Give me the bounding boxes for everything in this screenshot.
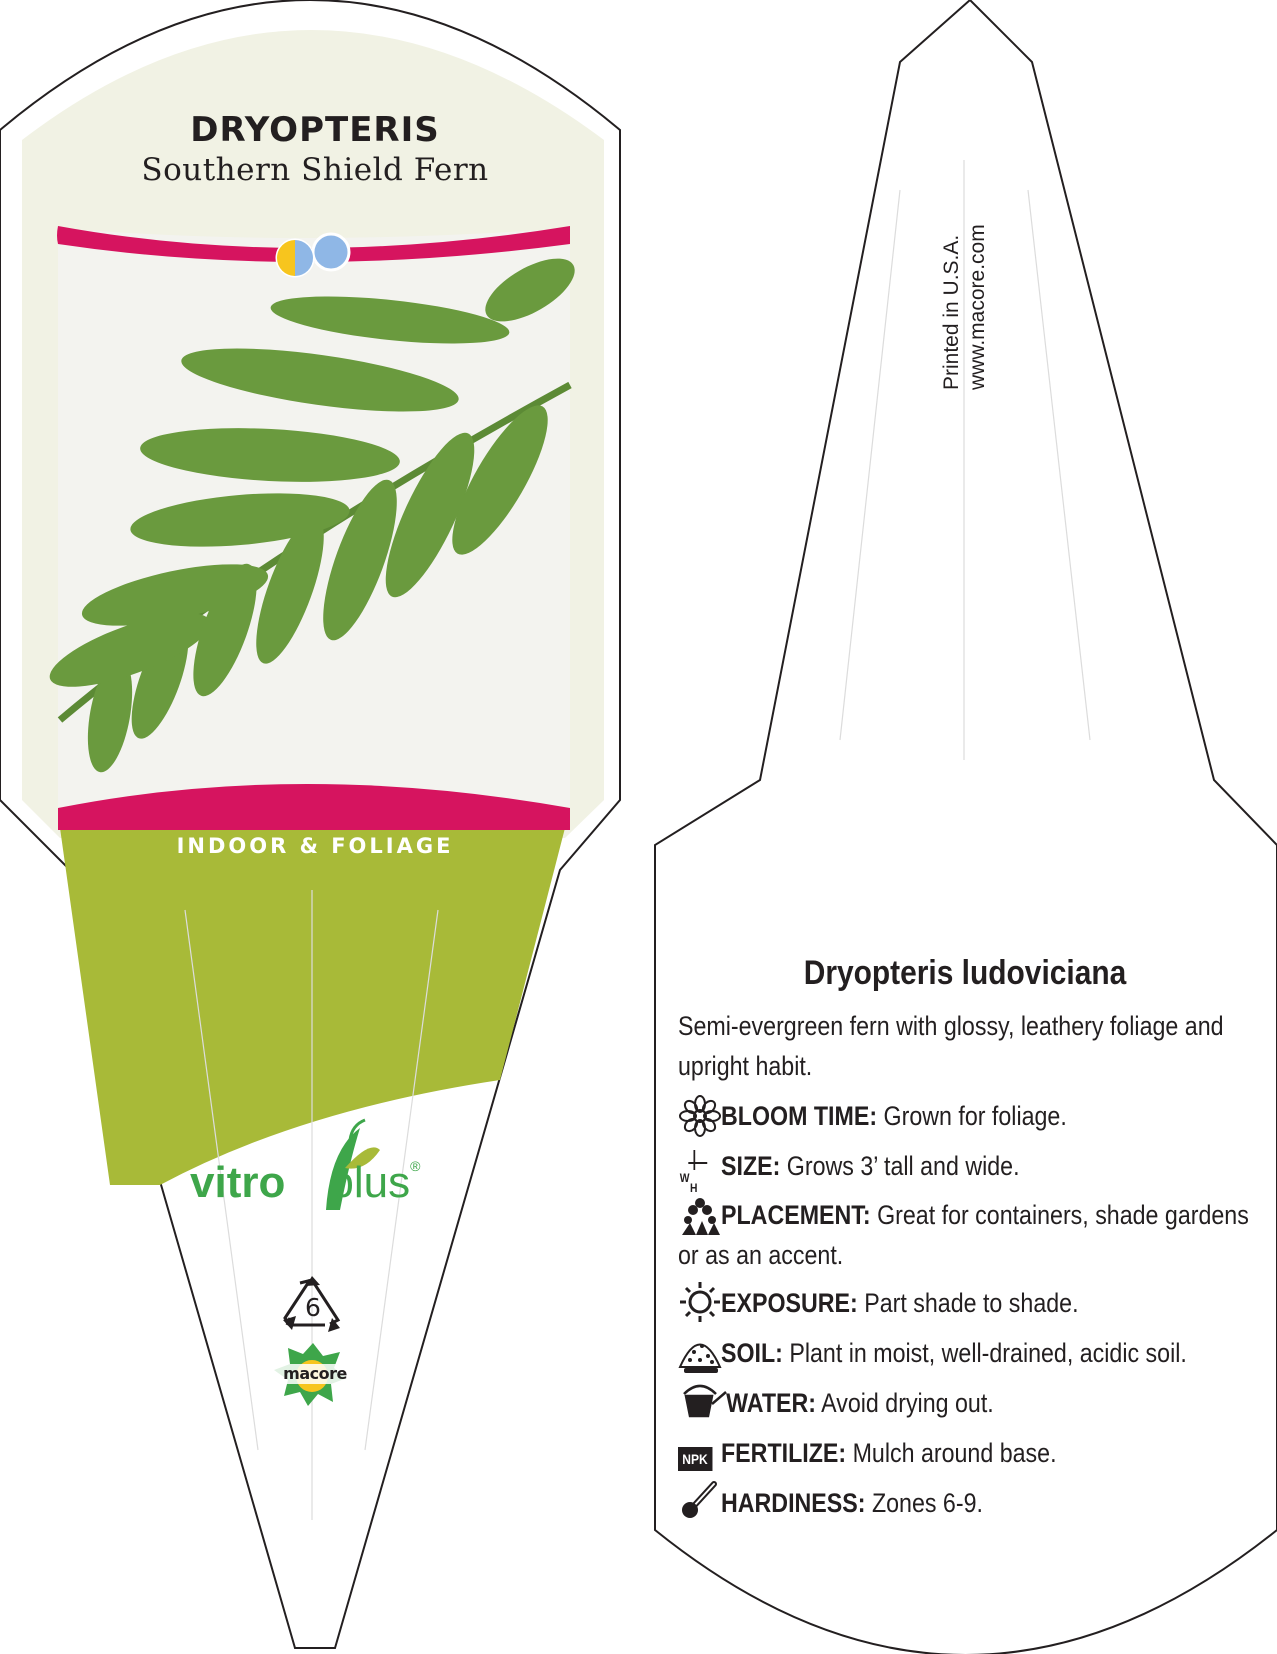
- size-h-label: H: [690, 1180, 698, 1195]
- category-label: INDOOR & FOLIAGE: [176, 834, 454, 858]
- care-text: Avoid drying out.: [816, 1388, 994, 1418]
- macore-wordmark: macore: [283, 1364, 347, 1383]
- care-size: [678, 1146, 1263, 1195]
- care-text: Great for containers, shade gardens or as an accent.: [678, 1200, 1249, 1270]
- care-text: Part shade to shade.: [857, 1288, 1079, 1318]
- care-label: SOIL:: [721, 1338, 783, 1368]
- registered-mark: ®: [410, 1158, 421, 1174]
- care-label: HARDINESS:: [721, 1488, 866, 1518]
- care-text: Plant in moist, well-drained, acidic soil.: [782, 1338, 1187, 1368]
- care-text: Zones 6-9.: [865, 1488, 983, 1518]
- care-hardiness: [678, 1483, 1263, 1523]
- care-exposure: [678, 1283, 1263, 1323]
- care-water: [678, 1383, 1263, 1423]
- size-icon: [678, 1148, 716, 1195]
- macore-url: www.macore.com: [966, 224, 989, 390]
- brand-plus: plus: [329, 1158, 411, 1207]
- care-label: SIZE:: [721, 1151, 781, 1181]
- care-text: Grown for foliage.: [877, 1101, 1067, 1131]
- care-text: Grows 3’ tall and wide.: [780, 1151, 1020, 1181]
- brand-vitro: vitro: [190, 1158, 286, 1207]
- care-label: PLACEMENT:: [721, 1200, 871, 1230]
- genus-heading: DRYOPTERIS: [190, 110, 440, 150]
- care-label: EXPOSURE:: [721, 1288, 858, 1318]
- common-name: Southern Shield Fern: [141, 152, 489, 188]
- care-label: FERTILIZE:: [721, 1438, 847, 1468]
- plant-description: Semi-evergreen fern with glossy, leathery foliage and upright habit.: [678, 1011, 1224, 1081]
- care-soil: [678, 1333, 1263, 1373]
- vitroplus-logo: [190, 1158, 420, 1208]
- botanical-name: Dryopteris ludoviciana: [803, 954, 1127, 992]
- care-text: Mulch around base.: [846, 1438, 1057, 1468]
- care-placement: [678, 1195, 1263, 1275]
- size-w-label: W: [679, 1170, 690, 1185]
- npk-label: NPK: [678, 1447, 712, 1471]
- care-label: WATER:: [726, 1388, 817, 1418]
- care-label: BLOOM TIME:: [721, 1101, 878, 1131]
- recycle-number: 6: [305, 1293, 321, 1322]
- care-fertilize: [678, 1433, 1263, 1473]
- printed-in-usa: Printed in U.S.A.: [940, 234, 963, 390]
- npk-icon: [678, 1435, 716, 1469]
- care-bloom-time: [678, 1096, 1263, 1136]
- print-info: [940, 200, 989, 390]
